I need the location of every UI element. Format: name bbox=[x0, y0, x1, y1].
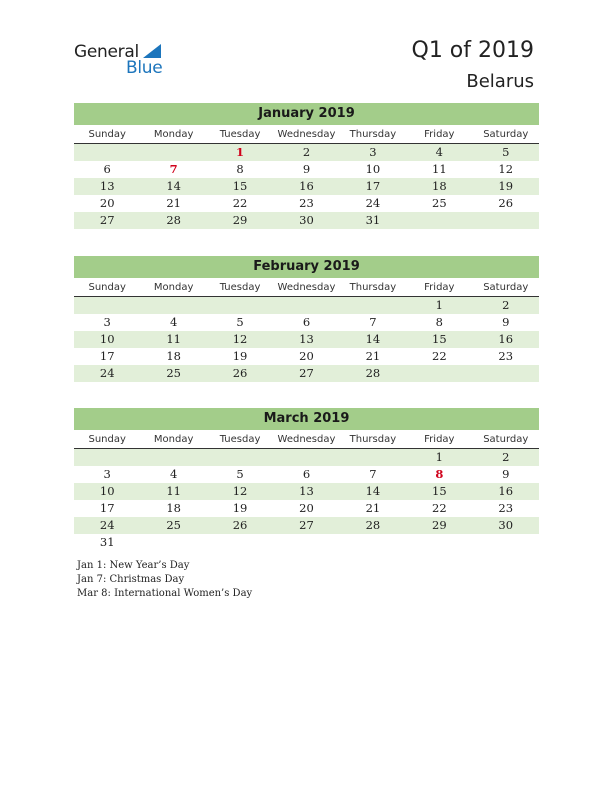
day-cell: 31 bbox=[365, 213, 381, 227]
week-row bbox=[74, 449, 539, 466]
day-cell: 20 bbox=[299, 501, 314, 515]
day-cell: 23 bbox=[498, 501, 514, 515]
day-cell: 10 bbox=[365, 162, 381, 176]
empty-day-cell bbox=[140, 449, 206, 466]
day-cell: 18 bbox=[166, 501, 181, 515]
day-cell: 20 bbox=[99, 196, 115, 210]
week-row bbox=[74, 195, 539, 212]
day-cell: 21 bbox=[166, 196, 181, 210]
day-cell: 2 bbox=[502, 450, 510, 464]
weekday-header-row bbox=[74, 431, 539, 449]
day-cell: 16 bbox=[299, 179, 314, 193]
day-cell: 24 bbox=[365, 196, 381, 210]
day-cell: 12 bbox=[498, 162, 514, 176]
empty-day-cell bbox=[140, 297, 206, 314]
empty-day-cell bbox=[406, 365, 472, 382]
day-cell: 13 bbox=[99, 179, 115, 193]
holiday-note: Jan 1: New Year’s Day bbox=[77, 560, 190, 571]
week-row bbox=[74, 144, 539, 161]
day-cell: 4 bbox=[169, 467, 178, 481]
empty-day-cell bbox=[406, 212, 472, 229]
day-cell: 22 bbox=[432, 501, 447, 515]
day-cell: 17 bbox=[99, 349, 115, 363]
day-cell: 3 bbox=[103, 315, 111, 329]
weekday-label: Wednesday bbox=[277, 282, 336, 293]
day-cell: 5 bbox=[236, 315, 244, 329]
weekday-label: Wednesday bbox=[277, 129, 336, 140]
empty-day-cell bbox=[340, 534, 406, 551]
empty-day-cell bbox=[473, 212, 539, 229]
day-cell: 23 bbox=[299, 196, 314, 210]
weekday-label: Sunday bbox=[88, 129, 126, 140]
weekday-label: Friday bbox=[424, 434, 455, 445]
day-cell: 10 bbox=[99, 332, 115, 346]
day-cell: 19 bbox=[232, 501, 248, 515]
day-cell: 25 bbox=[166, 518, 181, 532]
week-row bbox=[74, 212, 539, 229]
day-cell: 1 bbox=[435, 298, 443, 312]
week-row bbox=[74, 365, 539, 382]
day-cell: 2 bbox=[502, 298, 510, 312]
logo-blue-text: Blue bbox=[126, 58, 163, 78]
day-cell: 29 bbox=[232, 213, 248, 227]
weekday-label: Sunday bbox=[88, 434, 126, 445]
day-cell: 22 bbox=[432, 349, 447, 363]
day-cell: 13 bbox=[299, 332, 314, 346]
weekday-label: Monday bbox=[153, 129, 194, 140]
day-cell: 24 bbox=[99, 366, 115, 380]
day-cell: 23 bbox=[498, 349, 514, 363]
weekday-label: Tuesday bbox=[219, 282, 261, 293]
week-row bbox=[74, 161, 539, 178]
day-cell: 12 bbox=[232, 332, 248, 346]
weekday-label: Saturday bbox=[483, 129, 529, 140]
weekday-label: Monday bbox=[153, 282, 194, 293]
empty-day-cell bbox=[340, 449, 406, 466]
day-cell: 14 bbox=[166, 179, 181, 193]
empty-day-cell bbox=[74, 449, 140, 466]
month-title: March 2019 bbox=[74, 408, 539, 430]
day-cell: 11 bbox=[166, 484, 181, 498]
month-calendar-january bbox=[74, 103, 539, 229]
empty-day-cell bbox=[207, 534, 273, 551]
day-cell: 21 bbox=[365, 349, 381, 363]
day-cell: 7 bbox=[369, 467, 377, 481]
week-row bbox=[74, 297, 539, 314]
day-cell: 17 bbox=[365, 179, 381, 193]
day-cell: 7 bbox=[369, 315, 377, 329]
day-cell: 26 bbox=[498, 196, 514, 210]
empty-day-cell bbox=[273, 297, 339, 314]
weekday-label: Saturday bbox=[483, 282, 529, 293]
day-cell: 31 bbox=[99, 535, 115, 549]
page-title: Q1 of 2019 bbox=[411, 38, 534, 63]
logo-general-text: General bbox=[74, 42, 139, 62]
weekday-label: Friday bbox=[424, 129, 455, 140]
weekday-label: Tuesday bbox=[219, 129, 261, 140]
day-cell: 9 bbox=[502, 315, 510, 329]
holiday-note: Jan 7: Christmas Day bbox=[77, 574, 185, 585]
day-cell: 26 bbox=[232, 518, 248, 532]
weekday-label: Wednesday bbox=[277, 434, 336, 445]
day-cell: 12 bbox=[232, 484, 248, 498]
day-cell: 2 bbox=[302, 145, 311, 159]
empty-day-cell bbox=[340, 297, 406, 314]
week-row bbox=[74, 348, 539, 365]
weekday-label: Thursday bbox=[349, 434, 397, 445]
week-row bbox=[74, 500, 539, 517]
day-cell: 27 bbox=[99, 213, 115, 227]
day-cell: 24 bbox=[99, 518, 115, 532]
month-calendar-february bbox=[74, 256, 539, 382]
holiday-note: Mar 8: International Women’s Day bbox=[77, 588, 253, 599]
day-cell: 14 bbox=[365, 484, 381, 498]
day-cell: 5 bbox=[502, 145, 510, 159]
generalblue-logo bbox=[74, 42, 174, 78]
empty-day-cell bbox=[207, 449, 273, 466]
day-cell: 30 bbox=[498, 518, 514, 532]
day-cell: 6 bbox=[302, 315, 311, 329]
empty-day-cell bbox=[140, 144, 206, 161]
weekday-label: Thursday bbox=[349, 129, 397, 140]
day-cell: 14 bbox=[365, 332, 381, 346]
empty-day-cell bbox=[273, 449, 339, 466]
empty-day-cell bbox=[273, 534, 339, 551]
day-cell: 6 bbox=[302, 467, 311, 481]
day-cell: 27 bbox=[299, 366, 314, 380]
day-cell: 19 bbox=[232, 349, 248, 363]
day-cell: 9 bbox=[502, 467, 510, 481]
day-cell: 10 bbox=[99, 484, 115, 498]
country-name: Belarus bbox=[466, 71, 534, 92]
day-cell: 8 bbox=[435, 315, 443, 329]
month-calendar-march bbox=[74, 408, 539, 551]
day-cell: 18 bbox=[166, 349, 181, 363]
day-cell: 3 bbox=[369, 145, 377, 159]
day-cell: 15 bbox=[432, 332, 447, 346]
day-cell: 6 bbox=[103, 162, 111, 176]
day-cell: 30 bbox=[299, 213, 314, 227]
week-row bbox=[74, 483, 539, 500]
day-cell: 13 bbox=[299, 484, 314, 498]
week-row bbox=[74, 534, 539, 551]
day-cell: 29 bbox=[432, 518, 447, 532]
day-cell: 9 bbox=[302, 162, 311, 176]
empty-day-cell bbox=[74, 144, 140, 161]
holiday-notes bbox=[77, 559, 252, 601]
weekday-label: Saturday bbox=[483, 434, 529, 445]
day-cell: 1 bbox=[435, 450, 443, 464]
day-cell: 3 bbox=[103, 467, 111, 481]
day-cell: 15 bbox=[232, 179, 248, 193]
day-cell: 28 bbox=[365, 366, 381, 380]
weekday-label: Friday bbox=[424, 282, 455, 293]
month-title: January 2019 bbox=[74, 103, 539, 125]
week-row bbox=[74, 314, 539, 331]
day-cell: 18 bbox=[432, 179, 447, 193]
day-cell: 25 bbox=[166, 366, 181, 380]
day-cell: 20 bbox=[299, 349, 314, 363]
logo-flag-icon bbox=[143, 44, 161, 58]
empty-day-cell bbox=[406, 534, 472, 551]
day-cell: 27 bbox=[299, 518, 314, 532]
day-cell: 22 bbox=[232, 196, 248, 210]
day-cell: 16 bbox=[498, 332, 514, 346]
weekday-header-row bbox=[74, 279, 539, 297]
empty-day-cell bbox=[207, 297, 273, 314]
day-cell: 4 bbox=[435, 145, 443, 159]
day-cell: 28 bbox=[166, 213, 181, 227]
empty-day-cell bbox=[74, 297, 140, 314]
day-cell: 5 bbox=[236, 467, 244, 481]
week-row bbox=[74, 517, 539, 534]
day-cell: 1 bbox=[236, 145, 245, 159]
day-cell: 11 bbox=[432, 162, 447, 176]
day-cell: 21 bbox=[365, 501, 381, 515]
day-cell: 16 bbox=[498, 484, 514, 498]
day-cell: 17 bbox=[99, 501, 115, 515]
day-cell: 28 bbox=[365, 518, 381, 532]
day-cell: 19 bbox=[498, 179, 514, 193]
day-cell: 7 bbox=[169, 162, 178, 176]
weekday-label: Tuesday bbox=[219, 434, 261, 445]
day-cell: 11 bbox=[166, 332, 181, 346]
empty-day-cell bbox=[473, 534, 539, 551]
day-cell: 8 bbox=[435, 467, 444, 481]
week-row bbox=[74, 331, 539, 348]
month-title: February 2019 bbox=[74, 256, 539, 278]
week-row bbox=[74, 178, 539, 195]
empty-day-cell bbox=[473, 365, 539, 382]
weekday-header-row bbox=[74, 126, 539, 144]
day-cell: 15 bbox=[432, 484, 447, 498]
day-cell: 8 bbox=[236, 162, 244, 176]
weekday-label: Thursday bbox=[349, 282, 397, 293]
week-row bbox=[74, 466, 539, 483]
day-cell: 26 bbox=[232, 366, 248, 380]
day-cell: 4 bbox=[169, 315, 178, 329]
weekday-label: Sunday bbox=[88, 282, 126, 293]
weekday-label: Monday bbox=[153, 434, 194, 445]
empty-day-cell bbox=[140, 534, 206, 551]
day-cell: 25 bbox=[432, 196, 447, 210]
